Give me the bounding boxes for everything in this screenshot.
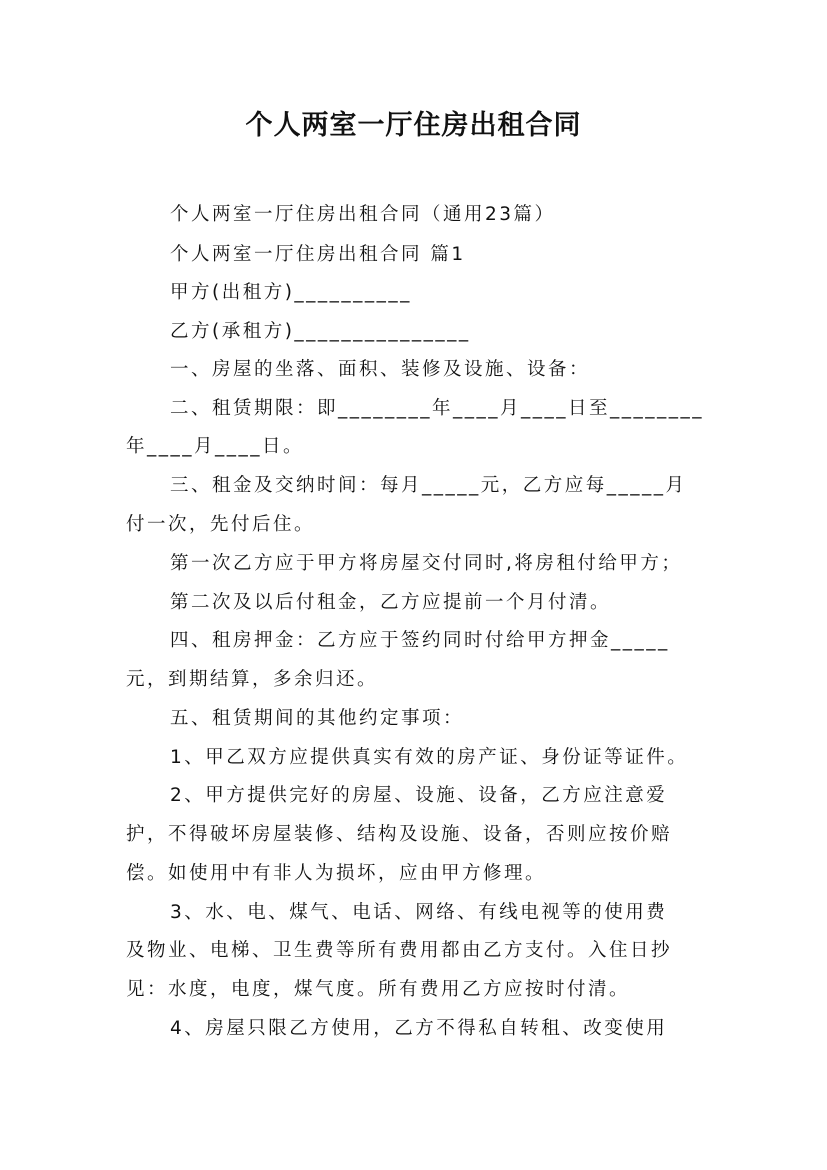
text-line: 三、租金及交纳时间：每月_____元，乙方应每_____月 bbox=[170, 475, 687, 496]
text-line: 第一次乙方应于甲方将房屋交付同时,将房租付给甲方； bbox=[170, 553, 683, 574]
text-line: 年____月____日。 bbox=[126, 436, 305, 457]
text-line: 个人两室一厅住房出租合同（通用23篇） bbox=[170, 204, 556, 225]
text-line: 四、租房押金：乙方应于签约同时付给甲方押金_____ bbox=[170, 630, 670, 651]
text-line: 3、水、电、煤气、电话、网络、有线电视等的使用费 bbox=[170, 902, 668, 923]
text-line: 元，到期结算，多余归还。 bbox=[126, 669, 379, 690]
text-line: 护，不得破坏房屋装修、结构及设施、设备，否则应按价赔 bbox=[126, 824, 673, 845]
text-line: 个人两室一厅住房出租合同 篇1 bbox=[170, 244, 466, 265]
text-line: 第二次及以后付租金，乙方应提前一个月付清。 bbox=[170, 592, 612, 613]
text-line: 乙方(承租方)_______________ bbox=[170, 321, 471, 342]
text-line: 及物业、电梯、卫生费等所有费用都由乙方支付。入住日抄 bbox=[126, 940, 673, 961]
text-line: 偿。如使用中有非人为损坏，应由甲方修理。 bbox=[126, 863, 547, 884]
text-line: 五、租赁期间的其他约定事项： bbox=[170, 708, 465, 729]
text-line: 付一次，先付后住。 bbox=[126, 514, 316, 535]
text-line: 二、租赁期限：即________年____月____日至________ bbox=[170, 398, 705, 419]
text-line: 2、甲方提供完好的房屋、设施、设备，乙方应注意爱 bbox=[170, 785, 668, 806]
text-line: 1、甲乙双方应提供真实有效的房产证、身份证等证件。 bbox=[170, 747, 689, 768]
document-title: 个人两室一厅住房出租合同 bbox=[245, 110, 582, 141]
text-line: 一、房屋的坐落、面积、装修及设施、设备： bbox=[170, 359, 591, 380]
text-line: 甲方(出租方)__________ bbox=[170, 282, 412, 303]
text-line: 4、房屋只限乙方使用，乙方不得私自转租、改变使用 bbox=[170, 1018, 668, 1039]
text-line: 见：水度，电度，煤气度。所有费用乙方应按时付清。 bbox=[126, 979, 631, 1000]
